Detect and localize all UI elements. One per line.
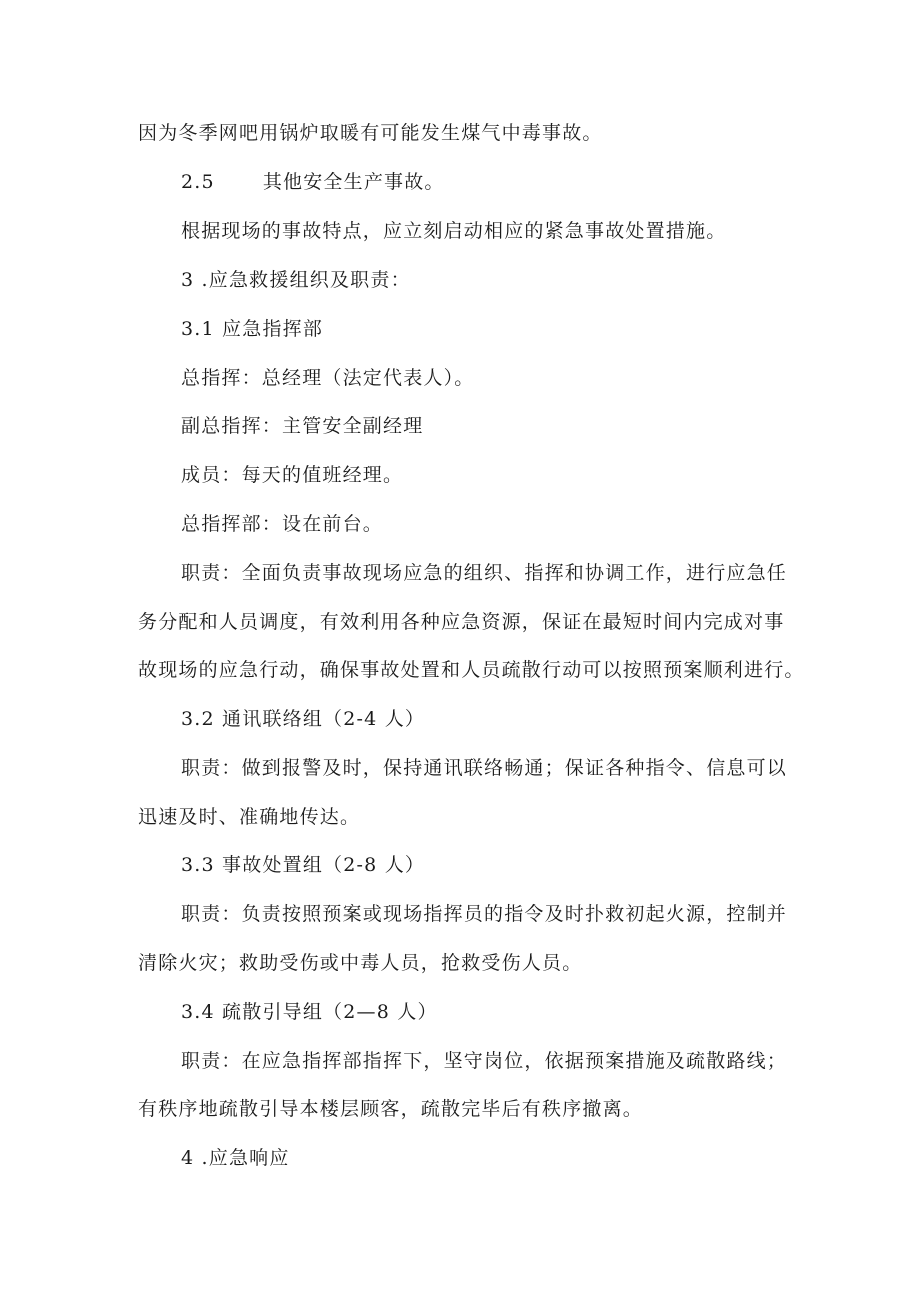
paragraph-line	[138, 951, 798, 975]
section-title: 3.1 应急指挥部	[181, 318, 324, 340]
section-heading-3-3	[181, 853, 801, 877]
paragraph-text: 职责：负责按照预案或现场指挥员的指令及时扑救初起火源，控制并	[181, 903, 788, 925]
section-title: 其他安全生产事故。	[262, 171, 445, 193]
section-title: 3.3 事故处置组（2-8 人）	[181, 854, 426, 876]
section-number: 2.5	[181, 171, 215, 193]
section-heading-2-5	[181, 170, 801, 194]
section-heading-4	[181, 1146, 801, 1170]
section-heading-3-2	[181, 707, 801, 731]
paragraph-line	[181, 463, 801, 487]
paragraph-line	[181, 902, 801, 926]
paragraph-text: 职责：做到报警及时，保持通讯联络畅通；保证各种指令、信息可以	[181, 757, 788, 779]
paragraph-text: 职责：在应急指挥部指挥下，坚守岗位，依据预案措施及疏散路线；	[181, 1050, 788, 1072]
paragraph-text: 故现场的应急行动，确保事故处置和人员疏散行动可以按照预案顺利进行。	[138, 659, 805, 681]
section-title: 3 .应急救援组织及职责：	[181, 269, 411, 291]
paragraph-text: 迅速及时、准确地传达。	[138, 806, 361, 828]
section-heading-3	[181, 268, 801, 292]
paragraph-text: 清除火灾；救助受伤或中毒人员，抢救受伤人员。	[138, 952, 583, 974]
paragraph-text: 有秩序地疏散引导本楼层顾客，疏散完毕后有秩序撤离。	[138, 1098, 644, 1120]
paragraph-line	[138, 121, 798, 145]
paragraph-line	[181, 1049, 801, 1073]
section-heading-3-4	[181, 1000, 801, 1024]
paragraph-line	[138, 658, 805, 682]
section-title: 3.2 通讯联络组（2-4 人）	[181, 708, 426, 730]
paragraph-line	[138, 610, 798, 634]
paragraph-text: 成员：每天的值班经理。	[181, 464, 404, 486]
paragraph-text: 职责：全面负责事故现场应急的组织、指挥和协调工作，进行应急任	[181, 562, 788, 584]
paragraph-text: 因为冬季网吧用锅炉取暖有可能发生煤气中毒事故。	[138, 122, 603, 144]
paragraph-text: 总指挥部：设在前台。	[181, 513, 384, 535]
section-heading-3-1	[181, 317, 801, 341]
paragraph-line	[181, 366, 801, 390]
paragraph-line	[181, 219, 801, 243]
section-title: 3.4 疏散引导组（2—8 人）	[181, 1001, 438, 1023]
paragraph-line	[181, 756, 801, 780]
paragraph-text: 副总指挥：主管安全副经理	[181, 415, 424, 437]
paragraph-text: 务分配和人员调度，有效利用各种应急资源，保证在最短时间内完成对事	[138, 611, 785, 633]
paragraph-line	[181, 414, 801, 438]
paragraph-text: 总指挥：总经理（法定代表人）。	[181, 367, 475, 389]
paragraph-line	[181, 561, 801, 585]
paragraph-text: 根据现场的事故特点，应立刻启动相应的紧急事故处置措施。	[181, 220, 727, 242]
paragraph-line	[181, 512, 801, 536]
paragraph-line	[138, 805, 798, 829]
paragraph-line	[138, 1097, 798, 1121]
section-title: 4 .应急响应	[181, 1147, 290, 1169]
